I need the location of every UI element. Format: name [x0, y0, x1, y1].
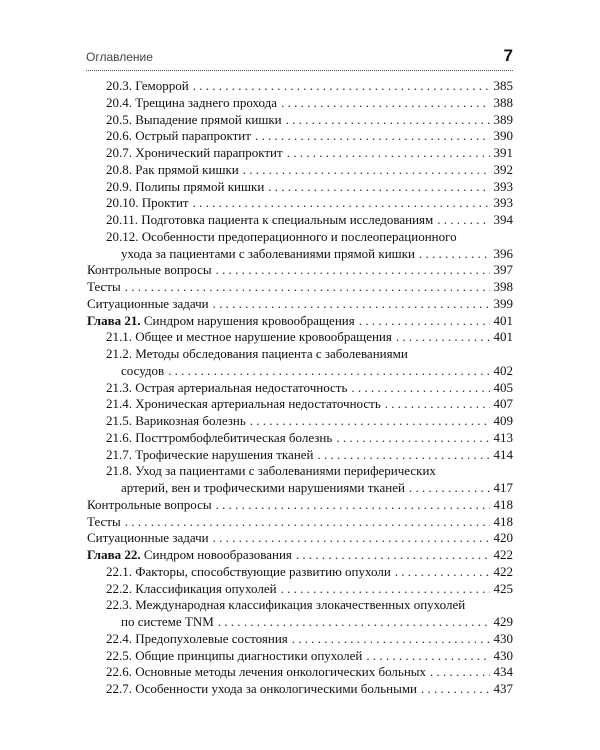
toc-page-number: 391: [493, 145, 513, 160]
section-number: 20.5.: [106, 111, 132, 127]
toc-entry-title: [106, 179, 264, 196]
toc-entry-text: Классификация опухолей: [135, 580, 277, 596]
toc-entry-text: Геморрой: [135, 78, 189, 93]
toc-entry-title: [106, 212, 433, 229]
toc-entry-title: [106, 648, 362, 665]
toc-entry-text: Синдром новообразования: [143, 547, 292, 562]
dot-leader: [396, 329, 490, 346]
dot-leader: [281, 581, 490, 598]
section-number: 20.6.: [106, 128, 132, 144]
toc-entry-text: сосудов: [121, 362, 165, 378]
toc-entry: [87, 212, 513, 229]
toc-entry-title: [106, 631, 288, 648]
toc-page-number: 394: [493, 212, 513, 227]
toc-entry-text: Полипы прямой кишки: [135, 178, 265, 194]
toc-entry: [87, 664, 513, 681]
toc-page-number: 422: [493, 563, 513, 579]
dot-leader: [243, 162, 490, 179]
section-number: 20.10.: [106, 195, 139, 211]
dot-leader: [255, 128, 490, 145]
toc-page-number: 434: [493, 664, 513, 680]
toc-page-number: 430: [493, 630, 513, 646]
toc-entry-text: Основные методы лечения онкологических больных: [135, 664, 427, 680]
toc-page-number: 392: [493, 161, 513, 177]
section-number: 22.6.: [106, 664, 132, 680]
toc-entry-text: Проктит: [141, 195, 189, 211]
toc-entry-title: [106, 95, 277, 112]
section-number: 22.4.: [106, 630, 132, 646]
toc-page-number: 422: [493, 547, 513, 562]
toc-entry-text: Факторы, способствующие развитию опухоли: [135, 563, 391, 579]
toc-entry: [87, 128, 513, 145]
toc-entry: [87, 480, 513, 497]
toc-page-number: 429: [493, 614, 513, 629]
toc-entry: [87, 648, 513, 665]
section-number: 20.7.: [106, 145, 132, 160]
toc-page-number: 402: [493, 362, 513, 378]
section-number: 20.4.: [106, 94, 132, 110]
toc-entry-title: [106, 430, 332, 447]
section-number: 20.9.: [106, 178, 132, 194]
chapter-number: Глава 22.: [87, 547, 141, 562]
toc-entry-title: [106, 597, 465, 614]
toc-entry-text: Выпадение прямой кишки: [135, 111, 282, 127]
toc-entry-title: [106, 145, 283, 162]
toc-entry: [87, 279, 513, 296]
dot-leader: [268, 179, 489, 196]
toc-page-number: 385: [493, 78, 513, 93]
toc-entry: [87, 246, 513, 263]
toc-page-number: 425: [493, 580, 513, 596]
chapter-number: Глава 21.: [87, 312, 141, 328]
toc-entry-title: [106, 128, 251, 145]
toc-entry-text: Общее и местное нарушение кровообращения: [135, 329, 392, 345]
dot-leader: [213, 530, 490, 547]
toc-entry: [87, 614, 513, 631]
toc-entry-text: Тесты: [87, 513, 121, 529]
toc-entry-title: [106, 229, 457, 246]
toc-entry: [87, 296, 513, 313]
toc-entry: [87, 597, 513, 614]
toc-entry-text: Особенности ухода за онкологическими больными: [135, 681, 417, 696]
toc-page-number: 437: [493, 681, 513, 696]
dot-leader: [218, 614, 490, 631]
dot-leader: [216, 262, 490, 279]
dot-leader: [250, 413, 490, 430]
section-number: 21.1.: [106, 329, 132, 345]
toc-page-number: 399: [493, 295, 513, 311]
section-number: 22.5.: [106, 647, 132, 663]
toc-entry-text: Хроническая артериальная недостаточность: [135, 396, 381, 412]
toc-entry-title: [106, 681, 417, 698]
toc-entry-title: [106, 346, 408, 363]
dot-leader: [292, 631, 490, 648]
toc-entry: [87, 363, 513, 380]
toc-entry-text: Особенности предоперационного и послеоперационного: [141, 228, 457, 244]
dot-leader: [366, 648, 489, 665]
toc-entry-text: Подготовка пациента к специальным исследованиям: [141, 212, 434, 227]
toc-entry-title: [87, 313, 355, 330]
toc-entry-title: [87, 279, 121, 296]
toc-entry: [87, 145, 513, 162]
toc-entry-title: [87, 262, 212, 279]
toc-page-number: 409: [493, 413, 513, 428]
toc-entry-text: Международная классификация злокачественных опухолей: [135, 597, 466, 613]
toc-entry: [87, 463, 513, 480]
section-number: 20.11.: [106, 212, 139, 227]
toc-entry-title: [106, 447, 314, 464]
toc-entry-title: [87, 497, 212, 514]
toc-entry-text: Синдром нарушения кровообращения: [143, 312, 355, 328]
dot-leader: [213, 296, 490, 313]
toc-entry-title: [121, 480, 405, 497]
toc-entry-text: Предопухолевые состояния: [135, 630, 288, 646]
toc-entry: [87, 564, 513, 581]
toc-entry-text: Тесты: [87, 279, 121, 294]
toc-entry: [87, 514, 513, 531]
toc-entry-text: Контрольные вопросы: [87, 262, 212, 278]
toc-page-number: 414: [493, 446, 513, 462]
toc-entry-title: [106, 664, 426, 681]
toc-page-number: 407: [493, 396, 513, 412]
toc-entry-title: [87, 530, 209, 547]
dot-leader: [437, 212, 489, 229]
toc-entry: [87, 631, 513, 648]
toc-entry-title: [106, 581, 277, 598]
table-of-contents: [87, 78, 513, 698]
toc-entry: [87, 195, 513, 212]
toc-entry: [87, 380, 513, 397]
toc-entry-text: Острый парапроктит: [135, 128, 251, 144]
dot-leader: [287, 145, 490, 162]
header-section-title: Оглавление: [86, 50, 153, 64]
toc-entry: [87, 547, 513, 564]
toc-entry: [87, 447, 513, 464]
toc-entry: [87, 497, 513, 514]
dot-leader: [281, 95, 489, 112]
toc-entry: [87, 530, 513, 547]
toc-entry-text: Ситуационные задачи: [87, 530, 209, 546]
toc-page-number: 401: [493, 312, 513, 328]
toc-entry-text: Трещина заднего прохода: [135, 94, 278, 110]
dot-leader: [430, 664, 489, 681]
dot-leader: [216, 497, 490, 514]
toc-entry: [87, 346, 513, 363]
toc-entry: [87, 229, 513, 246]
toc-entry: [87, 95, 513, 112]
toc-entry-title: [106, 463, 436, 480]
dot-leader: [409, 480, 490, 497]
dot-leader: [193, 78, 490, 95]
toc-entry-title: [87, 514, 121, 531]
toc-entry: [87, 329, 513, 346]
dot-leader: [385, 396, 490, 413]
section-number: 21.6.: [106, 429, 132, 445]
toc-entry-title: [106, 380, 347, 397]
toc-page-number: 390: [493, 128, 513, 144]
page-number: 7: [503, 46, 513, 65]
dot-leader: [286, 112, 490, 129]
toc-entry: [87, 262, 513, 279]
toc-page-number: 420: [493, 530, 513, 546]
toc-page-number: 417: [493, 480, 513, 495]
toc-entry-text: Посттромбофлебитическая болезнь: [135, 429, 333, 445]
toc-entry-title: [121, 246, 415, 263]
section-number: 21.8.: [106, 463, 132, 479]
toc-entry-title: [106, 329, 392, 346]
toc-entry-title: [106, 564, 391, 581]
toc-entry-title: [106, 162, 239, 179]
dot-leader: [359, 313, 490, 330]
dot-leader: [395, 564, 490, 581]
toc-entry-title: [106, 396, 381, 413]
toc-entry-text: Контрольные вопросы: [87, 496, 212, 512]
dot-leader: [193, 195, 490, 212]
dot-leader: [318, 447, 490, 464]
dot-leader: [125, 514, 490, 531]
toc-page-number: 393: [493, 195, 513, 211]
toc-entry-title: [121, 363, 164, 380]
toc-page-number: 398: [493, 279, 513, 294]
toc-entry-title: [121, 614, 214, 631]
toc-entry-text: Трофические нарушения тканей: [135, 446, 314, 462]
toc-page-number: 405: [493, 379, 513, 395]
dot-leader: [296, 547, 490, 564]
toc-entry: [87, 162, 513, 179]
section-number: 21.2.: [106, 346, 132, 361]
dot-leader: [351, 380, 489, 397]
section-number: 21.4.: [106, 396, 132, 412]
section-number: 22.7.: [106, 681, 132, 696]
dot-leader: [336, 430, 489, 447]
dot-leader: [419, 246, 490, 263]
toc-entry-text: ухода за пациентами с заболеваниями прямой кишки: [121, 245, 415, 261]
toc-entry-text: Уход за пациентами с заболеваниями периферических: [135, 463, 436, 479]
toc-entry: [87, 179, 513, 196]
toc-entry-text: Хронический парапроктит: [135, 145, 283, 160]
section-number: 21.7.: [106, 446, 132, 462]
toc-page-number: 389: [493, 111, 513, 127]
toc-page-number: 388: [493, 94, 513, 110]
toc-page-number: 418: [493, 496, 513, 512]
toc-entry: [87, 681, 513, 698]
toc-entry-title: [87, 547, 292, 564]
toc-entry: [87, 313, 513, 330]
toc-entry-text: Острая артериальная недостаточность: [135, 379, 348, 395]
toc-entry-title: [106, 78, 189, 95]
toc-entry-title: [106, 195, 189, 212]
toc-entry: [87, 112, 513, 129]
toc-entry-text: по системе TNM: [121, 614, 214, 629]
toc-entry: [87, 396, 513, 413]
toc-entry-text: Методы обследования пациента с заболеваниями: [135, 346, 408, 361]
toc-entry-text: Общие принципы диагностики опухолей: [135, 647, 363, 663]
running-header: [86, 48, 513, 71]
toc-entry-text: Рак прямой кишки: [135, 161, 239, 177]
toc-page-number: 430: [493, 647, 513, 663]
toc-page-number: 397: [493, 262, 513, 278]
toc-entry-text: Варикозная болезнь: [135, 413, 246, 428]
toc-page-number: 401: [493, 329, 513, 345]
toc-page-number: 413: [493, 429, 513, 445]
toc-entry: [87, 413, 513, 430]
toc-entry-title: [87, 296, 209, 313]
toc-entry-title: [106, 413, 246, 430]
toc-entry: [87, 581, 513, 598]
section-number: 20.12.: [106, 228, 139, 244]
section-number: 22.1.: [106, 563, 132, 579]
toc-page-number: 393: [493, 178, 513, 194]
section-number: 21.5.: [106, 413, 132, 428]
toc-page-number: 396: [493, 245, 513, 261]
section-number: 22.3.: [106, 597, 132, 613]
toc-page-number: 418: [493, 513, 513, 529]
section-number: 22.2.: [106, 580, 132, 596]
dot-leader: [168, 363, 489, 380]
dot-leader: [421, 681, 490, 698]
toc-entry-text: Ситуационные задачи: [87, 295, 209, 311]
section-number: 20.3.: [106, 78, 132, 93]
toc-entry-title: [106, 112, 282, 129]
dot-leader: [125, 279, 490, 296]
toc-entry: [87, 430, 513, 447]
section-number: 20.8.: [106, 161, 132, 177]
toc-entry-text: артерий, вен и трофическими нарушениями тканей: [121, 480, 405, 495]
section-number: 21.3.: [106, 379, 132, 395]
toc-entry: [87, 78, 513, 95]
